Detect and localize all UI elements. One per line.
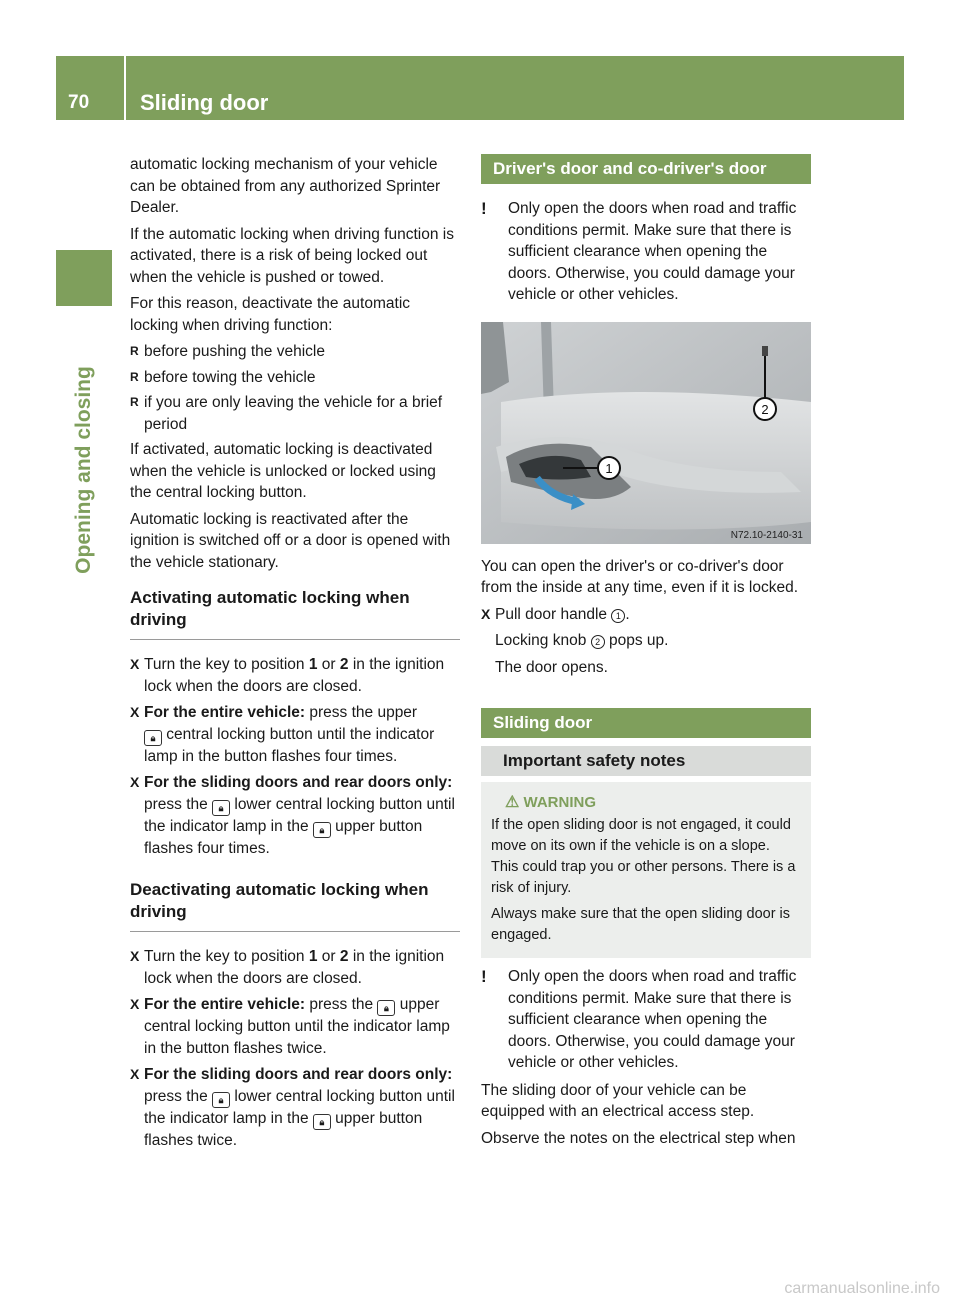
- callout-ref-2: 2: [591, 635, 605, 649]
- warning-title: ⚠︎ WARNING: [505, 794, 597, 811]
- step-arrow-icon: X: [130, 656, 140, 672]
- step-arrow-icon: X: [130, 1066, 140, 1082]
- step-arrow-icon: X: [481, 605, 491, 622]
- instruction-step: X For the sliding doors and rear doors only: press the 🔒︎ lower central locking button until the indicator lamp in the 🔒︎ upper button flashes twice.: [130, 1066, 455, 1149]
- instruction-step: X For the entire vehicle: press the 🔒︎ upper central locking button until the indicator lamp in the button flashes twice.: [130, 996, 450, 1057]
- exclamation-icon: !: [481, 199, 487, 218]
- warning-text: Always make sure that the open sliding door is engaged.: [491, 906, 791, 943]
- step-result: The door opens.: [495, 658, 608, 676]
- step-arrow-icon: X: [130, 948, 140, 964]
- paragraph: For this reason, deactivate the automatic locking when driving function:: [130, 295, 411, 334]
- bullet-item: R if you are only leaving the vehicle for a brief period: [130, 392, 460, 435]
- warning-text: If the open sliding door is not engaged, it could move on its own if the vehicle is on a slope. This could trap you or other persons. There is a risk of injury.: [491, 817, 796, 896]
- lock-upper-button-icon: 🔒︎: [313, 822, 331, 838]
- paragraph: If the automatic locking when driving function is activated, there is a risk of being locked out when the vehicle is pushed or towed.: [130, 225, 454, 286]
- damage-note: ! Only open the doors when road and traffic conditions permit. Make sure that there is sufficient clearance when opening the doors. Otherwise, you could damage your vehicle or other vehicles.: [481, 967, 797, 1071]
- bullet-item: R before pushing the vehicle: [130, 341, 460, 363]
- damage-note: ! Only open the doors when road and traffic conditions permit. Make sure that there is sufficient clearance when opening the doors. Otherwise, you could damage your vehicle or other vehicles.: [481, 199, 797, 303]
- paragraph: Observe the notes on the electrical step when: [481, 1129, 796, 1147]
- step-result: Locking knob 2 pops up.: [495, 632, 669, 649]
- warning-triangle-icon: ⚠︎: [505, 794, 520, 811]
- side-tab-block: [56, 250, 112, 306]
- footer-watermark: carmanualsonline.info: [784, 1280, 940, 1297]
- callout-ref-1: 1: [611, 609, 625, 623]
- instruction-step: X For the sliding doors and rear doors only: press the 🔒︎ lower central locking button until the indicator lamp in the 🔒︎ upper button flashes four times.: [130, 774, 455, 857]
- side-tab-label: Opening and closing: [72, 366, 95, 574]
- lock-upper-button-icon: 🔒︎: [377, 1000, 395, 1016]
- warning-box: [481, 782, 811, 958]
- callout-1: 1: [605, 460, 613, 476]
- paragraph: You can open the driver's or co-driver's door from the inside at any time, even if it is locked.: [481, 557, 799, 596]
- lock-lower-button-icon: 🔒︎: [212, 800, 230, 816]
- step-arrow-icon: X: [130, 996, 140, 1012]
- figure-code: N72.10-2140-31: [730, 529, 803, 541]
- lock-lower-button-icon: 🔒︎: [212, 1092, 230, 1108]
- bullet-item: R before towing the vehicle: [130, 367, 460, 389]
- instruction-step: X Pull door handle 1 .: [481, 604, 811, 626]
- lock-upper-button-icon: 🔒︎: [313, 1114, 331, 1130]
- step-arrow-icon: X: [130, 704, 140, 720]
- instruction-step: X Turn the key to position 1 or 2 in the ignition lock when the doors are closed.: [130, 656, 445, 695]
- page-number: 70: [68, 92, 90, 113]
- instruction-step: X Turn the key to position 1 or 2 in the ignition lock when the doors are closed.: [130, 948, 445, 987]
- right-column: [481, 154, 811, 1154]
- paragraph: If activated, automatic locking is deactivated when the vehicle is unlocked or locked using the central locking button.: [130, 441, 436, 501]
- step-arrow-icon: X: [130, 774, 140, 790]
- section-heading-activate: Activating automatic locking when driving: [130, 587, 460, 640]
- header-divider: [124, 56, 126, 120]
- exclamation-icon: !: [481, 967, 487, 986]
- paragraph: The sliding door of your vehicle can be equipped with an electrical access step.: [481, 1081, 755, 1120]
- lock-upper-button-icon: 🔒︎: [144, 730, 162, 746]
- left-column: [130, 154, 460, 1156]
- door-interior-illustration: [481, 322, 811, 544]
- paragraph: Automatic locking is reactivated after the ignition is switched off or a door is opened with the vehicle stationary.: [130, 510, 451, 571]
- instruction-step: X For the entire vehicle: press the upper 🔒︎ central locking button until the indicator lamp in the button flashes four times.: [130, 704, 435, 765]
- door-handle-figure: [481, 322, 811, 544]
- subsection-heading-safety: Important safety notes: [481, 746, 811, 776]
- section-heading-sliding-door: Sliding door: [481, 708, 811, 738]
- section-heading-deactivate: Deactivating automatic locking when driving: [130, 879, 460, 932]
- paragraph: automatic locking mechanism of your vehicle can be obtained from any authorized Sprinter Dealer.: [130, 156, 441, 216]
- callout-2: 2: [761, 401, 769, 417]
- section-heading-drivers-door: Driver's door and co-driver's door: [481, 154, 811, 184]
- page-title: Sliding door: [140, 90, 269, 115]
